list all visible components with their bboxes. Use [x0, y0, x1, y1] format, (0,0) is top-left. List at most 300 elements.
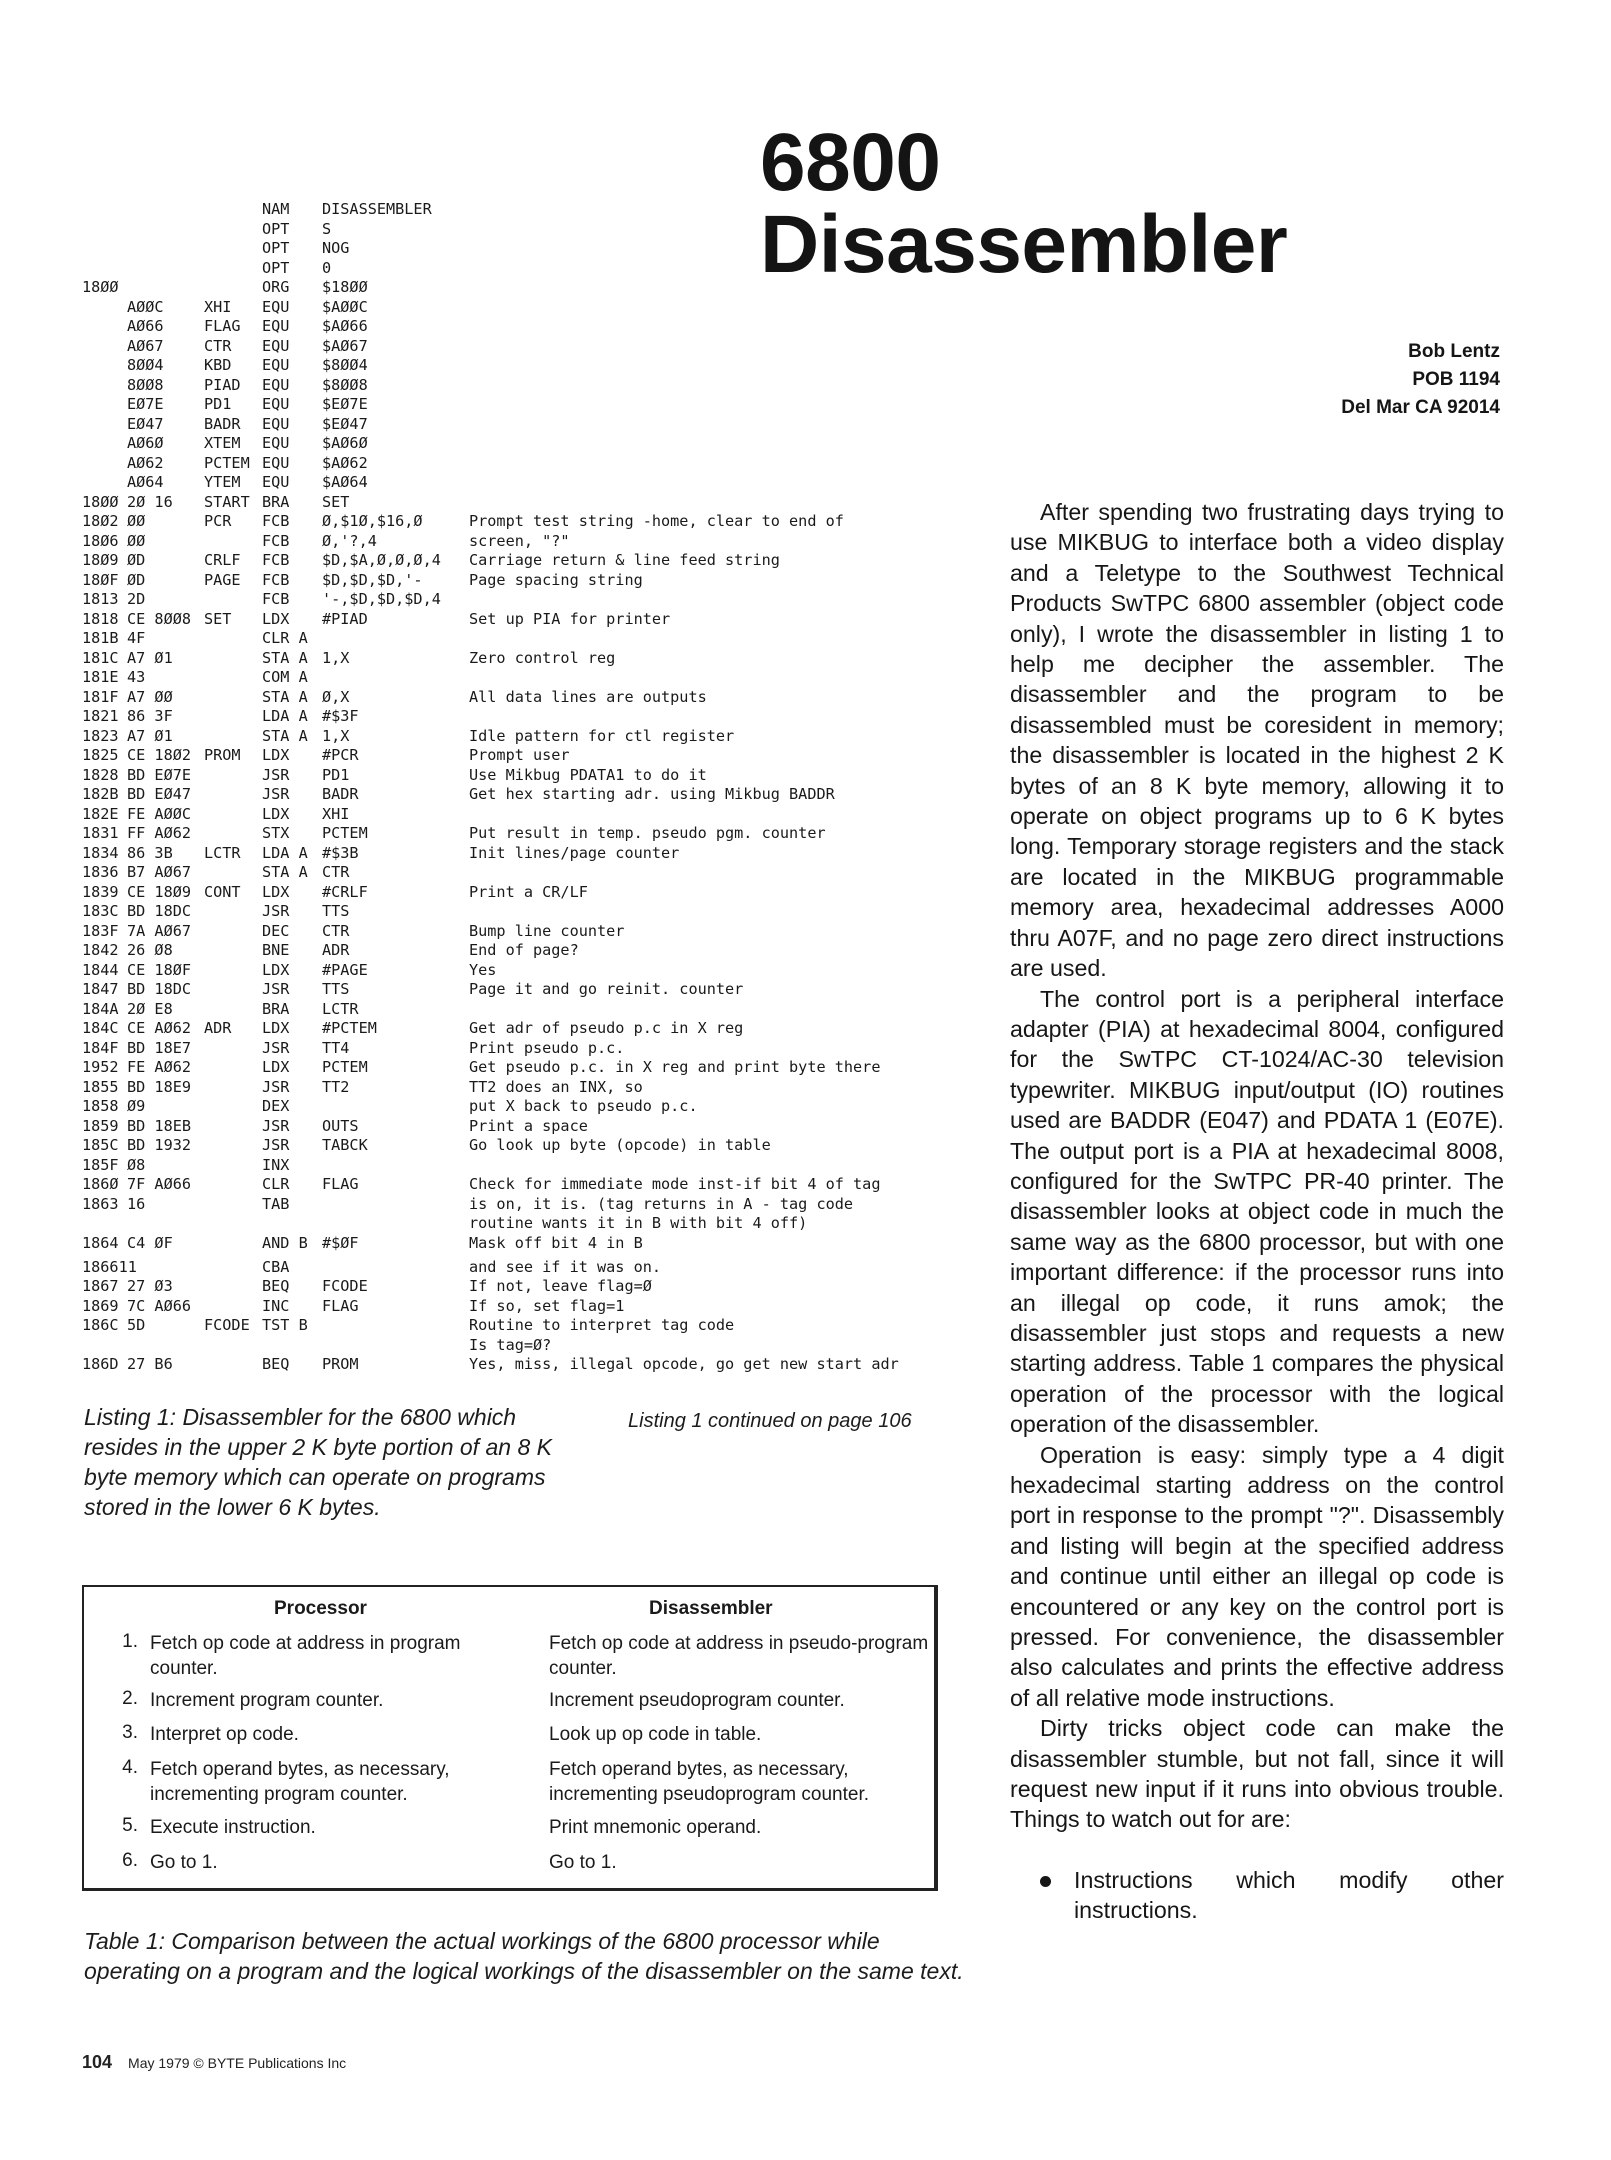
listing-loc: 1834: [82, 843, 119, 862]
listing-code: B7 AØ67: [127, 863, 192, 881]
article-title: 6800 Disassembler: [760, 117, 1288, 290]
listing-cmt: Page spacing string: [469, 570, 643, 589]
listing-loc: 1831: [82, 824, 119, 842]
listing-arg: #$ØF: [322, 1233, 359, 1252]
listing-code: A7 Ø1: [127, 648, 173, 667]
author-address: POB 1194: [1412, 369, 1500, 390]
listing-code: 86 3F: [127, 707, 173, 725]
listing-line: [82, 259, 942, 279]
listing-cmt: is on, it is. (tag returns in A - tag code: [469, 1194, 854, 1213]
row-number: 2.: [122, 1688, 138, 1709]
listing-arg: FCODE: [322, 1277, 368, 1295]
listing-loc: 1952: [82, 1058, 119, 1076]
listing-arg: $AØ64: [322, 473, 368, 491]
listing-cmt: If not, leave flag=Ø: [469, 1277, 652, 1295]
listing-line: [82, 1019, 942, 1039]
body-paragraph: After spending two frustrating days trying to use MIKBUG to interface both a video display and a Teletype to the Southwest Technical Products SwTPC 6800 assembler (object code only), I wrote the disassembler in listing 1 to help me decipher the assembler. The disassembler and the program to be disassembled must be coresident in memory; the disassembler is located in the highest 2 K bytes of an 8 K byte memory, allowing it to operate on object programs up to 6 K bytes long. Temporary storage registers and the stack are located in the MIKBUG programmable memory area, hexadecimal addresses A000 thru A07F, and no page zero direct instructions are used.: [1010, 499, 1504, 982]
listing-op: EQU: [262, 473, 290, 491]
listing-line: [82, 1297, 942, 1317]
listing-label: PCR: [204, 512, 232, 530]
listing-arg: '-,$D,$D,$D,4: [322, 590, 441, 608]
listing-cmt: Yes, miss, illegal opcode, go get new start adr: [469, 1355, 899, 1373]
listing-line: [82, 317, 942, 337]
listing-line: [82, 610, 942, 630]
disassembler-step: Fetch op code at address in pseudo-program counter.: [549, 1633, 929, 1679]
table-caption: Table 1: Comparison between the actual workings of the 6800 processor while operating on a program and the logical workings of the disassembler on the same text.: [84, 1928, 964, 1984]
listing-arg: TT4: [322, 1038, 350, 1057]
listing-cmt: Carriage return & line feed string: [469, 551, 780, 569]
listing-cmt: All data lines are outputs: [469, 687, 707, 706]
listing-line: [82, 883, 942, 903]
disassembler-step: Go to 1.: [549, 1852, 617, 1873]
listing-arg: DISASSEMBLER: [322, 200, 432, 218]
listing-line: [82, 200, 942, 220]
listing-arg: 0: [322, 258, 332, 277]
listing-op: NAM: [262, 200, 290, 218]
listing-code: A7 Ø1: [127, 726, 173, 745]
listing-line: [82, 961, 942, 981]
listing-code: 16: [127, 1194, 146, 1213]
listing-op: EQU: [262, 395, 290, 413]
listing-arg: XHI: [322, 804, 350, 823]
code-listing: [82, 200, 942, 1379]
disassembler-step: Look up op code in table.: [549, 1724, 762, 1745]
listing-cmt: Go look up byte (opcode) in table: [469, 1136, 771, 1154]
article-body: [1010, 497, 1504, 1926]
processor-step: Go to 1.: [150, 1852, 218, 1873]
listing-arg: $D,$A,Ø,Ø,Ø,4: [322, 551, 441, 569]
listing-code: 2D: [127, 590, 146, 608]
listing-op: STA A: [262, 726, 308, 745]
listing-label: PIAD: [204, 375, 241, 394]
listing-op: DEX: [262, 1097, 290, 1115]
listing-arg: $D,$D,$D,'-: [322, 570, 423, 589]
listing-label: START: [204, 492, 250, 511]
listing-loc: 18ØF: [82, 570, 119, 589]
listing-line: [82, 434, 942, 454]
listing-arg: #$3F: [322, 707, 359, 725]
listing-code: Ø9: [127, 1097, 146, 1115]
listing-loc: 1823: [82, 726, 119, 745]
processor-step: Increment program counter.: [150, 1690, 384, 1711]
listing-arg: OUTS: [322, 1116, 359, 1135]
listing-arg: PROM: [322, 1355, 359, 1373]
listing-loc: 1813: [82, 590, 119, 608]
listing-code: BD 18E9: [127, 1077, 192, 1096]
listing-cmt: Zero control reg: [469, 648, 616, 667]
listing-cmt: Get adr of pseudo p.c in X reg: [469, 1019, 744, 1037]
listing-op: BRA: [262, 999, 290, 1018]
listing-cmt: Page it and go reinit. counter: [469, 980, 744, 998]
listing-line: [82, 649, 942, 669]
listing-op: JSR: [262, 1116, 290, 1135]
listing-cmt: Get hex starting adr. using Mikbug BADDR: [469, 785, 835, 803]
listing-code: 4F: [127, 629, 146, 647]
row-number: 6.: [122, 1850, 138, 1871]
listing-cmt: Prompt test string -home, clear to end of: [469, 512, 844, 530]
listing-op: TST B: [262, 1316, 308, 1334]
listing-code: A7 ØØ: [127, 687, 173, 706]
listing-loc: 1864: [82, 1233, 119, 1252]
listing-loc: 182B: [82, 785, 119, 803]
listing-op: COM A: [262, 668, 308, 686]
listing-code: 27 Ø3: [127, 1277, 173, 1295]
disassembler-step: Print mnemonic operand.: [549, 1817, 762, 1838]
listing-op: STA A: [262, 687, 308, 706]
listing-op: EQU: [262, 375, 290, 394]
listing-loc: 182E: [82, 804, 119, 823]
bullet-text: Instructions which modify other instructions.: [1074, 1866, 1504, 1924]
listing-loc: 1825: [82, 746, 119, 764]
listing-line: [82, 454, 942, 474]
listing-cmt: Check for immediate mode inst-if bit 4 of tag: [469, 1175, 881, 1193]
listing-cmt: Print a space: [469, 1116, 588, 1135]
listing-code: FE AØØC: [127, 804, 192, 823]
listing-loc: 1828: [82, 765, 119, 784]
listing-op: EQU: [262, 414, 290, 433]
listing-line: [82, 1214, 942, 1234]
listing-line: [82, 1258, 942, 1278]
listing-loc: 184C: [82, 1019, 119, 1037]
listing-code: AØ66: [127, 317, 164, 335]
listing-loc: 1818: [82, 609, 119, 628]
listing-cmt: Print a CR/LF: [469, 882, 588, 901]
listing-cmt: screen, "?": [469, 531, 570, 550]
listing-arg: PCTEM: [322, 1058, 368, 1076]
listing-arg: BADR: [322, 785, 359, 803]
listing-op: BNE: [262, 941, 290, 959]
listing-loc: 1863: [82, 1194, 119, 1213]
listing-line: [82, 766, 942, 786]
listing-code: BD EØ7E: [127, 765, 192, 784]
listing-op: JSR: [262, 1136, 290, 1154]
listing-code: BD 1932: [127, 1136, 192, 1154]
listing-line: [82, 805, 942, 825]
listing-line: [82, 551, 942, 571]
listing-op: FCB: [262, 570, 290, 589]
listing-line: [82, 376, 942, 396]
listing-arg: 1,X: [322, 648, 350, 667]
listing-code: CE 18ØF: [127, 960, 192, 979]
listing-code: BD 18DC: [127, 980, 192, 998]
listing-code: 8ØØ8: [127, 375, 164, 394]
listing-line: [82, 707, 942, 727]
listing-loc: 18ØØ: [82, 278, 119, 296]
listing-cmt: Set up PIA for printer: [469, 609, 671, 628]
listing-code: 7A AØ67: [127, 921, 192, 940]
listing-loc: 1858: [82, 1097, 119, 1115]
row-number: 4.: [122, 1757, 138, 1778]
listing-arg: CTR: [322, 863, 350, 881]
listing-code: CE 18Ø2: [127, 746, 192, 764]
listing-label: XTEM: [204, 434, 241, 452]
page-number: 104: [82, 2052, 113, 2072]
row-number: 3.: [122, 1722, 138, 1743]
listing-op: FCB: [262, 531, 290, 550]
listing-line: [82, 473, 942, 493]
listing-line: [82, 1355, 942, 1379]
listing-cmt: End of page?: [469, 941, 579, 959]
listing-line: [82, 415, 942, 435]
listing-label: PCTEM: [204, 453, 250, 472]
listing-line: [82, 337, 942, 357]
listing-line: [82, 278, 942, 298]
listing-op: STA A: [262, 648, 308, 667]
listing-line: [82, 668, 942, 688]
listing-code: ØØ: [127, 512, 146, 530]
listing-code: AØ6Ø: [127, 434, 164, 452]
listing-line: [82, 590, 942, 610]
listing-line: [82, 902, 942, 922]
listing-line: [82, 1097, 942, 1117]
listing-code: 43: [127, 668, 146, 686]
listing-op: EQU: [262, 336, 290, 355]
listing-op: LDX: [262, 960, 290, 979]
listing-arg: #PCR: [322, 746, 359, 764]
listing-op: JSR: [262, 980, 290, 998]
listing-line: [82, 298, 942, 318]
listing-cmt: and see if it was on.: [469, 1257, 662, 1276]
listing-arg: $AØ6Ø: [322, 434, 368, 452]
listing-code: 27 B6: [127, 1355, 173, 1373]
listing-line: [82, 493, 942, 513]
listing-op: CLR A: [262, 629, 308, 647]
listing-label: PROM: [204, 746, 241, 764]
listing-code: CE 8ØØ8: [127, 609, 192, 628]
listing-op: OPT: [262, 219, 290, 238]
listing-cmt: Routine to interpret tag code: [469, 1316, 735, 1334]
listing-label: CRLF: [204, 551, 241, 569]
listing-op: EQU: [262, 297, 290, 316]
listing-arg: $EØ47: [322, 414, 368, 433]
listing-loc: 186Ø: [82, 1175, 119, 1193]
listing-cmt: put X back to pseudo p.c.: [469, 1097, 698, 1115]
listing-label: XHI: [204, 297, 232, 316]
listing-code: BD 18E7: [127, 1038, 192, 1057]
listing-line: [82, 239, 942, 259]
listing-op: INX: [262, 1155, 290, 1174]
listing-arg: TTS: [322, 902, 350, 920]
listing-op: CBA: [262, 1257, 290, 1276]
listing-line: [82, 1234, 942, 1258]
listing-loc: 183F: [82, 921, 119, 940]
listing-loc: 18ØØ: [82, 492, 119, 511]
listing-arg: PD1: [322, 765, 350, 784]
listing-line: [82, 1195, 942, 1215]
listing-loc: 1842: [82, 941, 119, 959]
listing-code: EØ47: [127, 414, 164, 433]
listing-caption: Listing 1: Disassembler for the 6800 which resides in the upper 2 K byte portion of an 8 K byte memory which can operate on programs stored in the lower 6 K bytes.: [84, 1404, 552, 1520]
author-name: Bob Lentz: [1408, 341, 1500, 362]
listing-arg: #CRLF: [322, 882, 368, 901]
listing-arg: S: [322, 219, 332, 238]
listing-line: [82, 395, 942, 415]
listing-label: BADR: [204, 414, 241, 433]
processor-step: Fetch operand bytes, as necessary, incrementing program counter.: [150, 1759, 450, 1805]
listing-loc: 1855: [82, 1077, 119, 1096]
listing-label: CONT: [204, 882, 241, 901]
listing-line: [82, 512, 942, 532]
listing-loc: 181F: [82, 687, 119, 706]
processor-step: Interpret op code.: [150, 1724, 299, 1745]
listing-op: LDX: [262, 1058, 290, 1076]
listing-cmt: Init lines/page counter: [469, 843, 680, 862]
listing-label: YTEM: [204, 473, 241, 491]
author-city: Del Mar CA 92014: [1341, 397, 1500, 418]
listing-arg: Ø,X: [322, 687, 350, 706]
listing-code: 5D: [127, 1316, 146, 1334]
listing-arg: PCTEM: [322, 824, 368, 842]
listing-op: BRA: [262, 492, 290, 511]
bullet-dot-icon: [1040, 1876, 1051, 1887]
listing-loc: 1844: [82, 960, 119, 979]
listing-op: EQU: [262, 434, 290, 452]
listing-op: LDX: [262, 746, 290, 764]
comparison-table: [82, 1585, 938, 1891]
listing-code: EØ7E: [127, 395, 164, 413]
listing-loc: 18Ø9: [82, 551, 119, 569]
listing-arg: NOG: [322, 239, 350, 257]
listing-cmt: Bump line counter: [469, 921, 625, 940]
listing-code: C4 ØF: [127, 1233, 173, 1252]
listing-op: JSR: [262, 1077, 290, 1096]
listing-loc: 18Ø6: [82, 531, 119, 550]
listing-loc: 183C: [82, 902, 119, 920]
listing-loc: 185C: [82, 1136, 119, 1154]
listing-code: 7F AØ66: [127, 1175, 192, 1193]
listing-loc: 184F: [82, 1038, 119, 1057]
listing-loc: 1867: [82, 1277, 119, 1295]
listing-line: [82, 1277, 942, 1297]
listing-label: LCTR: [204, 843, 241, 862]
listing-code: Ø8: [127, 1155, 146, 1174]
listing-cmt: Yes: [469, 960, 497, 979]
listing-op: AND B: [262, 1233, 308, 1252]
processor-step: Execute instruction.: [150, 1817, 316, 1838]
listing-code: BD 18EB: [127, 1116, 192, 1135]
listing-line: [82, 629, 942, 649]
listing-op: LDA A: [262, 707, 308, 725]
listing-label: PD1: [204, 395, 232, 413]
listing-code: ØD: [127, 551, 146, 569]
listing-op: LDA A: [262, 843, 308, 862]
listing-loc: 186D: [82, 1355, 119, 1373]
listing-loc: 184A: [82, 999, 119, 1018]
listing-line: [82, 863, 942, 883]
listing-op: OPT: [262, 258, 290, 277]
listing-line: [82, 688, 942, 708]
listing-loc: 1847: [82, 980, 119, 998]
listing-line: [82, 1336, 942, 1356]
listing-line: [82, 1136, 942, 1156]
listing-loc: 1869: [82, 1296, 119, 1315]
listing-op: LDX: [262, 1019, 290, 1037]
listing-code: 7C AØ66: [127, 1296, 192, 1315]
listing-line: [82, 941, 942, 961]
author-block: [1240, 338, 1500, 422]
listing-line: [82, 785, 942, 805]
listing-line: [82, 1316, 942, 1336]
listing-code: AØ67: [127, 336, 164, 355]
listing-op: BEQ: [262, 1355, 290, 1373]
listing-loc: 1836: [82, 863, 119, 881]
disassembler-step: Fetch operand bytes, as necessary, incrementing pseudoprogram counter.: [549, 1759, 870, 1805]
listing-loc: 1821: [82, 707, 119, 725]
listing-arg: $8ØØ4: [322, 356, 368, 374]
listing-cmt: routine wants it in B with bit 4 off): [469, 1214, 808, 1232]
listing-arg: #PAGE: [322, 960, 368, 979]
listing-op: DEC: [262, 921, 290, 940]
listing-code: CE AØ62: [127, 1019, 192, 1037]
listing-arg: $8ØØ8: [322, 375, 368, 394]
listing-arg: ADR: [322, 941, 350, 959]
listing-op: STX: [262, 824, 290, 842]
listing-arg: LCTR: [322, 999, 359, 1018]
listing-cmt: Prompt user: [469, 746, 570, 764]
listing-line: [82, 844, 942, 864]
listing-label: FLAG: [204, 317, 241, 335]
listing-arg: $EØ7E: [322, 395, 368, 413]
listing-op: FCB: [262, 512, 290, 530]
listing-code: AØ64: [127, 473, 164, 491]
listing-op: TAB: [262, 1194, 290, 1213]
listing-code: ØØ: [127, 531, 146, 550]
listing-label: PAGE: [204, 570, 241, 589]
listing-op: EQU: [262, 453, 290, 472]
listing-line: [82, 1000, 942, 1020]
body-paragraph: Operation is easy: simply type a 4 digit hexadecimal starting address on the control port in response to the prompt "?". Disassembly and listing will begin at the specified address and continue until either an illegal op code is encountered or any key on the control port is pressed. For convenience, the disassembler also calculates and prints the effective address of all relative mode instructions.: [1010, 1441, 1504, 1711]
body-paragraph: The control port is a peripheral interface adapter (PIA) at hexadecimal 8004, configured for the SwTPC CT-1024/AC-30 television typewriter. MIKBUG input/output (IO) routines used are BADDR (E047) and PDATA 1 (E07E). The output port is a PIA at hexadecimal 8008, configured for the SwTPC PR-40 printer. The disassembler looks at object code in much the same way as the 6800 processor, but with one important difference: if the processor runs into an illegal op code, it runs amok; the disassembler just stops and requests a new starting address. Table 1 compares the physical operation of the processor with the logical operation of the disassembler.: [1010, 985, 1504, 1438]
listing-code: FF AØ62: [127, 824, 192, 842]
listing-code: 26 Ø8: [127, 941, 173, 959]
listing-line: [82, 571, 942, 591]
listing-op: EQU: [262, 356, 290, 374]
listing-line: [82, 1156, 942, 1176]
listing-line: [82, 746, 942, 766]
listing-arg: #PCTEM: [322, 1019, 377, 1037]
listing-label: CTR: [204, 336, 232, 355]
listing-arg: Ø,'?,4: [322, 531, 377, 550]
listing-loc: 186611: [82, 1257, 137, 1276]
listing-arg: $18ØØ: [322, 278, 368, 296]
listing-arg: TTS: [322, 980, 350, 998]
listing-op: JSR: [262, 785, 290, 803]
listing-arg: Ø,$1Ø,$16,Ø: [322, 512, 423, 530]
listing-arg: FLAG: [322, 1296, 359, 1315]
listing-code: BD 18DC: [127, 902, 192, 920]
listing-line: [82, 1117, 942, 1137]
listing-loc: 181C: [82, 648, 119, 667]
listing-code: AØØC: [127, 297, 164, 316]
body-paragraph: Dirty tricks object code can make the disassembler stumble, but not fall, since it will request new input if it runs into obvious trouble. Things to watch out for are:: [1010, 1715, 1504, 1833]
listing-line: [82, 1175, 942, 1195]
listing-arg: CTR: [322, 921, 350, 940]
listing-cmt: Use Mikbug PDATA1 to do it: [469, 765, 707, 784]
page-footer: [82, 2052, 346, 2073]
listing-op: LDX: [262, 804, 290, 823]
row-number: 1.: [122, 1631, 138, 1652]
listing-cmt: Put result in temp. pseudo pgm. counter: [469, 824, 826, 842]
listing-op: CLR: [262, 1175, 290, 1193]
listing-line: [82, 1058, 942, 1078]
listing-op: STA A: [262, 863, 308, 881]
listing-cmt: Is tag=Ø?: [469, 1335, 552, 1354]
listing-code: BD EØ47: [127, 785, 192, 803]
row-number: 5.: [122, 1815, 138, 1836]
listing-label: SET: [204, 609, 232, 628]
listing-arg: FLAG: [322, 1175, 359, 1193]
listing-code: 86 3B: [127, 843, 173, 862]
